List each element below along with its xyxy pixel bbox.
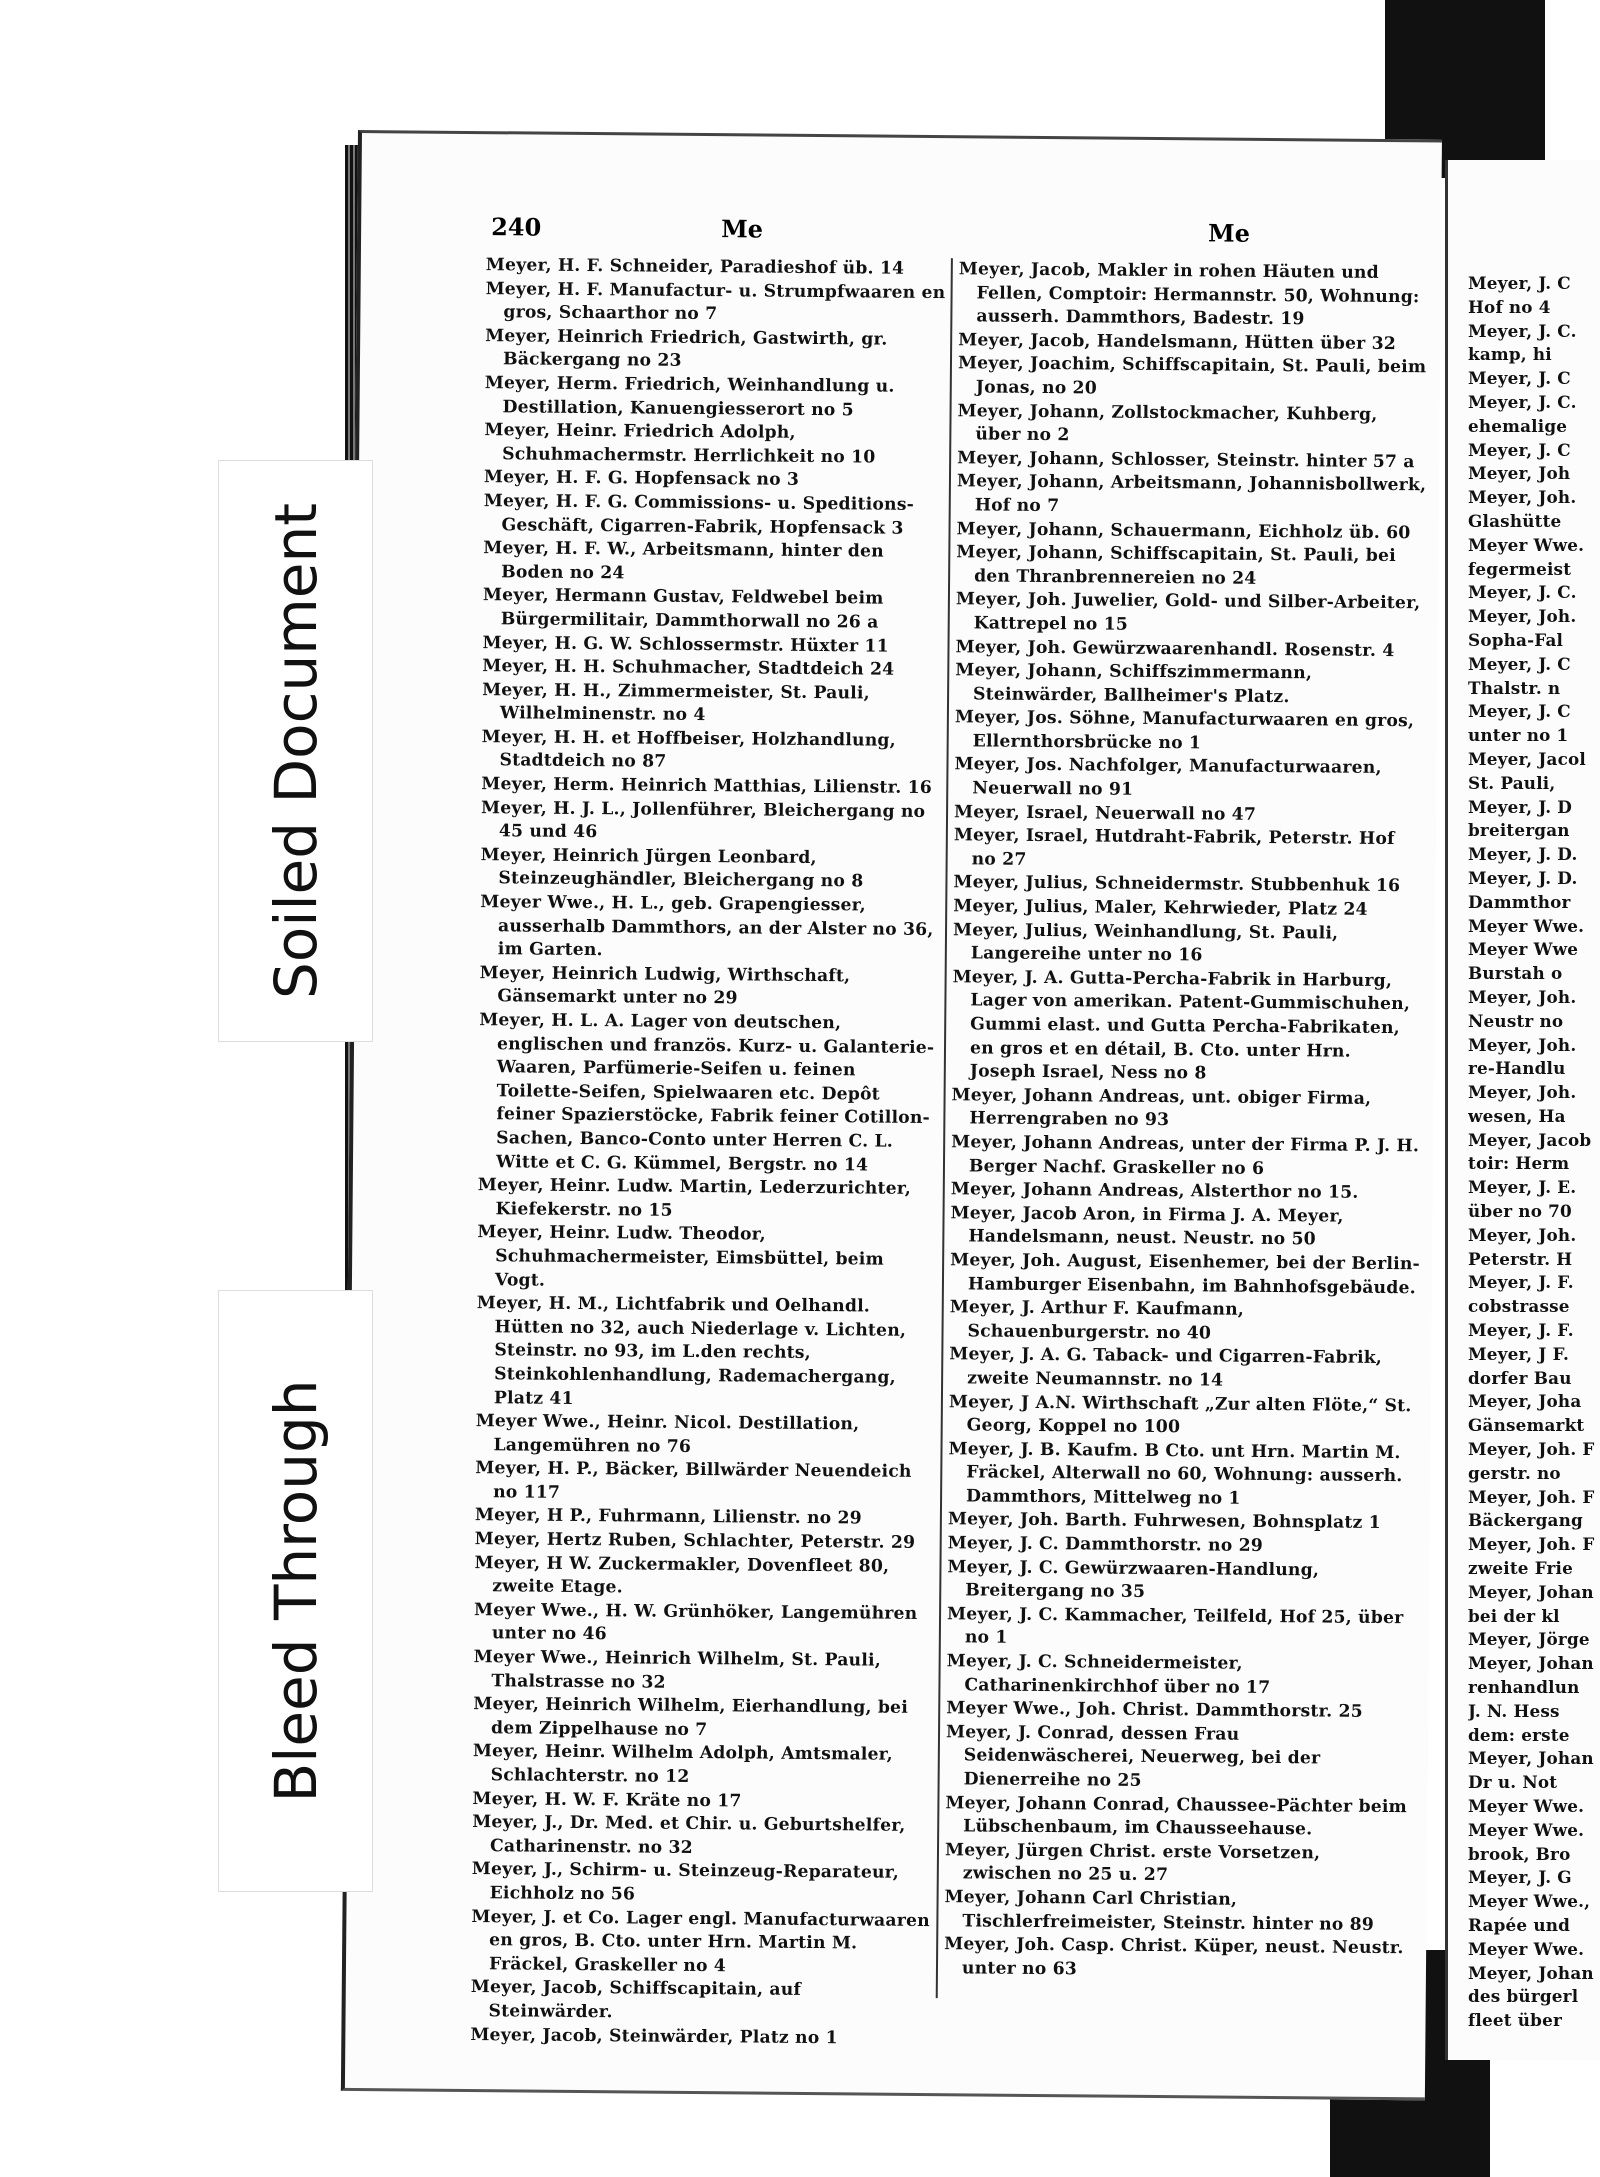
directory-entry: zweite Frie [1468,1558,1574,1579]
directory-entry: Meyer, H. P., Bäcker, Billwärder Neuendeich no 117 [475,1458,912,1503]
right-column [1468,272,1600,2033]
directory-entry: Meyer, Joh. [1468,1034,1577,1055]
directory-entry: Meyer, Heinrich Friedrich, Gastwirth, gr. Bäckergang no 23 [485,325,888,372]
directory-entry: Meyer Wwe [1468,939,1579,960]
directory-entry: über no 70 [1468,1201,1572,1222]
directory-entry: Meyer, H. H. Schuhmacher, Stadtdeich 24 [482,656,895,680]
directory-entry: dorfer Bau [1468,1367,1572,1388]
directory-entry: Rapée und [1468,1914,1571,1935]
directory-entry: Meyer, Herm. Friedrich, Weinhandlung u. Destillation, Kanuengiesserort no 5 [484,373,895,420]
directory-entry: Meyer, J. C. Dammthorstr. no 29 [947,1533,1264,1557]
directory-entry: Meyer, J. F. [1468,1272,1574,1293]
directory-entry: Meyer, Jacob, Steinwärder, Platz no 1 [470,2024,838,2048]
directory-entry: Meyer, Joh. [1468,986,1577,1007]
directory-entry: renhandlun [1468,1677,1580,1698]
directory-entry: Meyer, J. D. [1468,844,1578,865]
directory-entry: Meyer Wwe. [1468,534,1585,555]
directory-entry: Meyer, J. C [1468,439,1571,460]
directory-entry: Dammthor [1468,891,1571,912]
directory-entry: Meyer, Johann, Schlosser, Steinstr. hinter 57 a [957,447,1415,472]
directory-entry: Meyer, J. C. Kammacher, Teilfeld, Hof 25, über no 1 [946,1604,1404,1649]
directory-entry: Meyer, Jacob, Handelsmann, Hütten über 32 [958,330,1397,354]
directory-entry: breitergan [1468,820,1570,841]
directory-entry: Meyer, Johann Andreas, Alsterthor no 15. [950,1179,1359,1203]
directory-entry: fleet über [1468,2010,1562,2031]
directory-entry: Meyer, J. C. Gewürzwaaren-Handlung, Breitergang no 35 [947,1556,1320,1603]
directory-entry: Sopha-Fal [1468,629,1564,650]
directory-entry: Meyer, H P., Fuhrmann, Lilienstr. no 29 [474,1505,862,1529]
directory-entry: Meyer, H. F. G. Commissions- u. Speditions-Geschäft, Cigarren-Fabrik, Hopfensack 3 [483,491,915,539]
directory-entry: Meyer, Israel, Hutdraht-Fabrik, Peterstr. Hof no 27 [953,825,1395,870]
directory-entry: Meyer, J. E. [1468,1177,1577,1198]
directory-entry: Meyer, Joh. F [1468,1534,1595,1555]
directory-entry: Meyer, Heinr. Friedrich Adolph, Schuhmachermstr. Herrlichkeit no 10 [484,420,876,468]
directory-entry: Meyer, H. L. A. Lager von deutschen, englischen und französ. Kurz- u. Galanterie-Waaren, Parfümerie-Seifen u. feinen Toilette-Seifen, Spielwaaren etc. Depôt feiner Spazierstöcke, Fabrik feiner Cotillon-Sachen, Banco-Conto unter Herren C. L. Witte et C. G. Kümmel, Bergstr. no 14 [479,1010,935,1176]
directory-entry: gerstr. no [1468,1462,1561,1483]
directory-entry: Meyer, Johan [1468,1962,1594,1983]
directory-entry: Meyer, J. C [1468,653,1571,674]
directory-entry: Meyer, J. D [1468,796,1573,817]
left-column [470,254,946,2051]
directory-entry: Meyer, H. F. Manufactur- u. Strumpfwaaren en gros, Schaarthor no 7 [485,278,946,325]
directory-entry: Meyer, H. F. G. Hopfensack no 3 [483,467,800,491]
directory-entry: Meyer, H. F. W., Arbeitsmann, hinter den Boden no 24 [483,538,884,584]
directory-entry: Meyer Wwe., [1468,1891,1591,1912]
directory-entry: Meyer, J. A. Gutta-Percha-Fabrik in Harburg, Lager von amerikan. Patent-Gummischuhen, Gummi elast. und Gutta Percha-Fabrikaten, en gros et en détail, B. Cto. unter Hrn. Joseph Israel, Ness no 8 [952,967,1411,1084]
directory-entry: des bürgerl [1468,1986,1579,2007]
directory-entry: Meyer, Herm. Heinrich Matthias, Lilienstr. 16 [481,774,933,799]
directory-entry: Meyer, Joha [1468,1391,1582,1412]
directory-entry: Meyer, J. A. G. Taback- und Cigarren-Fabrik, zweite Neumannstr. no 14 [949,1344,1383,1391]
directory-entry: J. N. Hess [1468,1700,1560,1721]
directory-entry: Meyer, Jacob, Schiffscapitain, auf Steinwärder. [470,1977,802,2023]
directory-entry: Meyer, Joh. Barth. Fuhrwesen, Bohnsplatz 1 [947,1509,1381,1534]
directory-entry: Meyer, J. C. [1468,582,1577,603]
directory-entry: Meyer, Heinrich Ludwig, Wirthschaft, Gänsemarkt unter no 29 [479,962,851,1009]
directory-entry: toir: Herm [1468,1153,1570,1174]
directory-entry: Meyer, Julius, Maler, Kehrwieder, Platz 24 [953,896,1368,920]
directory-entry: Meyer, Israel, Neuerwall no 47 [953,801,1257,825]
directory-entry: Meyer, Joh. Casp. Christ. Küper, neust. Neustr. unter no 63 [944,1934,1404,1980]
directory-entry: Meyer, Hertz Ruben, Schlachter, Peterstr. 29 [474,1529,916,1553]
directory-page [341,130,1442,2100]
page-number: 240 [491,212,542,242]
directory-entry: fegermeist [1468,558,1572,579]
directory-entry: Meyer, J. C. [1468,391,1577,412]
page-header [491,212,1391,260]
directory-entry: Meyer, H W. Zuckermakler, Dovenfleet 80, zweite Etage. [474,1552,890,1598]
header-left: Me [721,214,764,244]
directory-entry: Bäckergang [1468,1510,1583,1531]
directory-entry: Neustr no [1468,1010,1564,1031]
directory-entry: Meyer, Johann, Schiffszimmermann, Steinwärder, Ballheimer's Platz. [955,660,1313,707]
directory-entry: Meyer, Julius, Weinhandlung, St. Pauli, Langereihe unter no 16 [952,919,1339,966]
directory-entry: Gänsemarkt [1468,1415,1585,1436]
next-page-fragment [1445,160,1600,2060]
directory-entry: Meyer, Johan [1468,1653,1594,1674]
directory-entry: Meyer, H. M., Lichtfabrik und Oelhandl. Hütten no 32, auch Niederlage v. Lichten, Steinstr. no 93, im L.den rechts, Steinkohlenhandlung, Rademachergang, Platz 41 [476,1293,907,1409]
directory-entry: Meyer, J. D. [1468,867,1578,888]
directory-entry: Meyer, J. Conrad, dessen Frau Seidenwäscherei, Neuerweg, bei der Dienerreihe no 25 [945,1722,1321,1791]
bleed-label-text: Bleed Through [261,1379,330,1803]
directory-entry: Meyer, Heinr. Ludw. Martin, Lederzurichter, Kiefekerstr. no 15 [477,1175,912,1221]
directory-entry: Meyer, Jacob, Makler in rohen Häuten und Fellen, Comptoir: Hermannstr. 50, Wohnung: ausserh. Dammthors, Badestr. 19 [958,259,1420,330]
directory-entry: Meyer, J. F. [1468,1320,1574,1341]
directory-entry: Burstah o [1468,963,1563,984]
directory-entry: Meyer, Johann Conrad, Chaussee-Pächter beim Lübschenbaum, im Chausseehause. [945,1792,1408,1840]
directory-entry: Meyer, J A.N. Wirthschaft „Zur alten Flöte,“ St. Georg, Koppel no 100 [948,1391,1412,1438]
directory-entry: cobstrasse [1468,1296,1570,1317]
directory-entry: Meyer, Jos. Nachfolger, Manufacturwaaren, Neuerwall no 91 [954,754,1382,800]
directory-entry: Dr u. Not [1468,1772,1558,1793]
directory-entry: Meyer, Julius, Schneidermstr. Stubbenhuk 16 [953,872,1401,897]
bleed-through-label [218,1290,373,1892]
directory-entry: Meyer, Johann, Arbeitsmann, Johannisbollwerk, Hof no 7 [956,471,1427,517]
soiled-label-text: Soiled Document [261,503,330,999]
directory-entry: Meyer, Johan [1468,1581,1594,1602]
directory-entry: Meyer, Hermann Gustav, Feldwebel beim Bürgermilitair, Dammthorwall no 26 a [482,585,884,633]
directory-entry: Meyer, H. F. Schneider, Paradieshof üb. 14 [485,255,905,279]
directory-entry: Meyer, Joh. F [1468,1486,1595,1507]
directory-entry: Meyer, Johann, Zollstockmacher, Kuhberg, über no 2 [957,400,1378,446]
header-center: Me [1208,218,1251,248]
directory-entry: Meyer, H. J. L., Jollenführer, Bleichergang no 45 und 46 [481,797,926,843]
directory-entry: Meyer, Joachim, Schiffscapitain, St. Pauli, beim Jonas, no 20 [957,353,1427,399]
directory-entry: Meyer, J. C. [1468,320,1577,341]
directory-entry: Meyer, Jörge [1468,1629,1590,1650]
directory-entry: Meyer, H. G. W. Schlossermstr. Hüxter 11 [482,632,889,657]
directory-entry: Meyer, J. Arthur F. Kaufmann, Schauenburgerstr. no 40 [949,1297,1245,1344]
directory-entry: Peterstr. H [1468,1248,1573,1269]
directory-entry: Meyer, Joh. [1468,1082,1577,1103]
directory-entry: Meyer, Johann, Schiffscapitain, St. Pauli, bei den Thranbrennereien no 24 [956,542,1396,589]
directory-entry: Thalstr. n [1468,677,1561,698]
directory-entry: Meyer, Johann Carl Christian, Tischlerfreimeister, Steinstr. hinter no 89 [944,1887,1375,1935]
directory-entry: Meyer, Joh. F [1468,1439,1595,1460]
directory-entry: Meyer, Heinrich Jürgen Leonbard, Steinzeughändler, Bleichergang no 8 [480,844,864,892]
directory-entry: Meyer, Jacob Aron, in Firma J. A. Meyer, Handelsmann, neust. Neustr. no 50 [950,1202,1344,1250]
directory-entry: Meyer, J. G [1468,1867,1572,1888]
directory-entry: Meyer, Joh [1468,463,1571,484]
directory-entry: Meyer, J. C [1468,368,1571,389]
directory-entry: Meyer Wwe. [1468,1796,1585,1816]
directory-entry: Meyer, J. C [1468,701,1571,722]
directory-entry: Meyer Wwe., H. W. Grünhöker, Langemühren unter no 46 [474,1599,918,1645]
directory-entry: kamp, hi [1468,344,1552,365]
middle-column [944,258,1429,1984]
directory-entry: Meyer Wwe., Heinr. Nicol. Destillation, Langemühren no 76 [475,1411,860,1457]
directory-entry: re-Handlu [1468,1058,1566,1079]
directory-entry: Meyer, Jos. Söhne, Manufacturwaaren en gros, Ellernthorsbrücke no 1 [954,707,1415,754]
directory-entry: Meyer, J., Schirm- u. Steinzeug-Reparateur, Eichholz no 56 [471,1859,900,1905]
directory-entry: Meyer, H. W. F. Kräte no 17 [472,1788,742,1812]
directory-entry: Meyer, Joh. Juwelier, Gold- und Silber-Arbeiter, Kattrepel no 15 [955,589,1421,635]
directory-entry: Meyer Wwe., Heinrich Wilhelm, St. Pauli, Thalstrasse no 32 [473,1647,882,1693]
directory-entry: Meyer, J. C [1468,273,1571,293]
directory-entry: Meyer, J F. [1468,1343,1570,1364]
directory-entry: Meyer Wwe. [1468,1819,1585,1840]
directory-entry: Meyer, Johann Andreas, unt. obiger Firma, Herrengraben no 93 [951,1084,1372,1131]
directory-entry: bei der kl [1468,1605,1560,1626]
directory-entry: Meyer, Johann, Schauermann, Eichholz üb. 60 [956,518,1411,543]
directory-entry: Meyer, Joh. Gewürzwaarenhandl. Rosenstr. 4 [955,636,1395,661]
directory-entry: Meyer, Joh. [1468,1224,1577,1245]
directory-entry: wesen, Ha [1468,1105,1566,1126]
directory-entry: dem: erste [1468,1724,1570,1745]
directory-entry: Meyer, J. C. Schneidermeister, Catharinenkirchhof über no 17 [946,1651,1271,1698]
directory-entry: brook, Bro [1468,1843,1571,1864]
directory-entry: Meyer, J. B. Kaufm. B Cto. unt Hrn. Martin M. Fräckel, Alterwall no 60, Wohnung: ausserh. Dammthors, Mittelweg no 1 [948,1438,1403,1509]
directory-entry: Glashütte [1468,510,1562,531]
directory-entry: Hof no 4 [1468,296,1551,317]
directory-entry: Meyer, Joh. [1468,487,1577,508]
directory-entry: Meyer, Jacol [1468,748,1586,769]
directory-entry: Meyer Wwe., H. L., geb. Grapengiesser, ausserhalb Dammthors, an der Alster no 36, im Garten. [480,892,934,961]
directory-entry: Meyer, Johan [1468,1748,1594,1769]
directory-entry: ehemalige [1468,415,1568,436]
directory-entry: Meyer, J. et Co. Lager engl. Manufacturwaaren en gros, B. Cto. unter Hrn. Martin M. Fräckel, Graskeller no 4 [471,1906,930,1977]
directory-entry: Meyer, Joh. August, Eisenhemer, bei der Berlin-Hamburger Eisenbahn, im Bahnhofsgebäude. [950,1250,1421,1298]
directory-entry: Meyer, Heinr. Ludw. Theodor, Schuhmachermeister, Eimsbüttel, beim Vogt. [477,1222,885,1291]
directory-entry: Meyer, H. H., Zimmermeister, St. Pauli, Wilhelminenstr. no 4 [482,679,870,726]
directory-entry: Meyer, Johann Andreas, unter der Firma P. J. H. Berger Nachf. Graskeller no 6 [951,1132,1420,1179]
directory-entry: Meyer, Jacob [1468,1129,1592,1150]
directory-entry: Meyer, Jürgen Christ. erste Vorsetzen, zwischen no 25 u. 27 [944,1839,1321,1886]
directory-entry: Meyer, Heinr. Wilhelm Adolph, Amtsmaler, Schlachterstr. no 12 [472,1741,893,1787]
directory-entry: Meyer Wwe. [1468,915,1585,936]
directory-entry: Meyer, Joh. [1468,606,1577,627]
directory-entry: unter no 1 [1468,725,1569,746]
soiled-document-label [218,460,373,1042]
directory-entry: St. Pauli, [1468,772,1556,793]
directory-entry: Meyer Wwe., Joh. Christ. Dammthorstr. 25 [946,1698,1363,1723]
directory-entry: Meyer Wwe. [1468,1938,1585,1959]
directory-entry: Meyer, J., Dr. Med. et Chir. u. Geburtshelfer, Catharinenstr. no 32 [472,1812,906,1858]
directory-entry: Meyer, Heinrich Wilhelm, Eierhandlung, bei dem Zippelhause no 7 [473,1694,909,1740]
directory-entry: Meyer, H. H. et Hoffbeiser, Holzhandlung, Stadtdeich no 87 [481,726,896,773]
